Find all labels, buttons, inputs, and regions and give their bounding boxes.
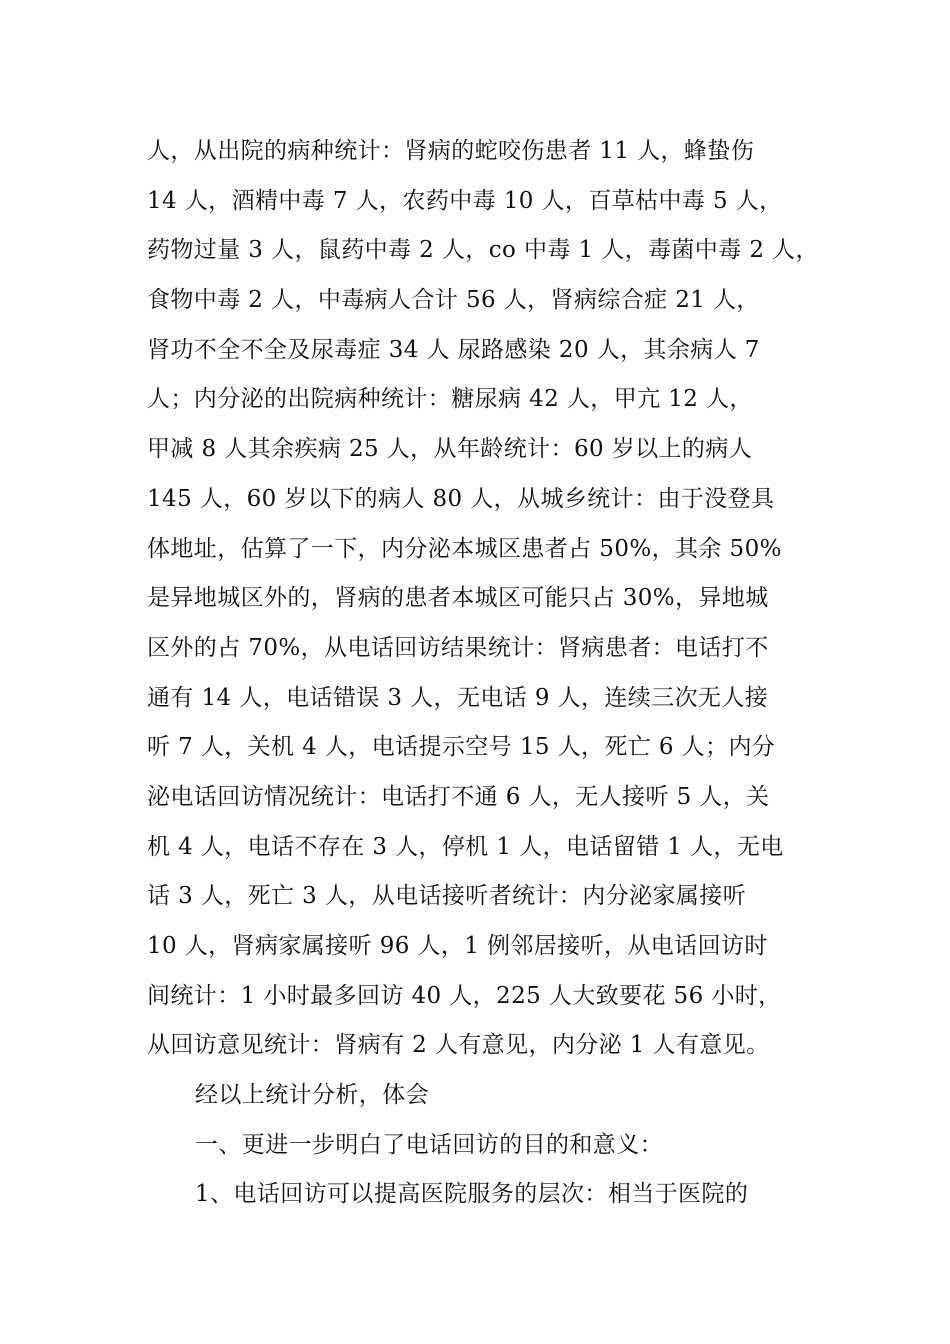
text-line: 听 7 人，关机 4 人，电话提示空号 15 人，死亡 6 人；内分 [147,734,776,761]
section-heading: 一、更进一步明白了电话回访的目的和意义： [195,1131,663,1158]
text-line: 体地址，估算了一下，内分泌本城区患者占 50%，其余 50% [147,535,782,562]
summary-line: 经以上统计分析，体会 [195,1082,429,1109]
document-body [147,127,847,1220]
point-1: 1、电话回访可以提高医院服务的层次：相当于医院的 [195,1181,749,1208]
text-line: 机 4 人，电话不存在 3 人，停机 1 人，电话留错 1 人，无电 [147,833,784,860]
text-line: 区外的占 70%，从电话回访结果统计：肾病患者：电话打不 [147,634,769,661]
text-line: 是异地城区外的，肾病的患者本城区可能只占 30%，异地城 [147,585,769,612]
text-line: 145 人，60 岁以下的病人 80 人，从城乡统计：由于没登具 [147,485,775,512]
text-line: 10 人，肾病家属接听 96 人，1 例邻居接听，从电话回访时 [147,933,768,959]
text-line: 从回访意见统计：肾病有 2 人有意见，内分泌 1 人有意见。 [147,1032,770,1059]
text-line: 人，从出院的病种统计：肾病的蛇咬伤患者 11 人，蜂蛰伤 [147,138,755,164]
text-line: 药物过量 3 人，鼠药中毒 2 人，co 中毒 1 人，毒菌中毒 2 人， [147,237,819,264]
text-line: 食物中毒 2 人，中毒病人合计 56 人，肾病综合症 21 人， [147,287,760,314]
text-line: 14 人，酒精中毒 7 人，农药中毒 10 人，百草枯中毒 5 人， [147,187,783,214]
text-line: 人；内分泌的出院病种统计：糖尿病 42 人，甲亢 12 人， [147,386,753,413]
text-line: 泌电话回访情况统计：电话打不通 6 人，无人接听 5 人，关 [147,783,770,810]
text-line: 话 3 人，死亡 3 人，从电话接听者统计：内分泌家属接听 [147,883,747,910]
text-line: 肾功不全不全及尿毒症 34 人 尿路感染 20 人，其余病人 7 [147,336,760,363]
text-line: 通有 14 人，电话错误 3 人，无电话 9 人，连续三次无人接 [147,684,769,711]
text-line: 甲减 8 人其余疾病 25 人，从年龄统计：60 岁以上的病人 [147,436,753,463]
text-line: 间统计：1 小时最多回访 40 人，225 人大致要花 56 小时， [147,982,782,1009]
